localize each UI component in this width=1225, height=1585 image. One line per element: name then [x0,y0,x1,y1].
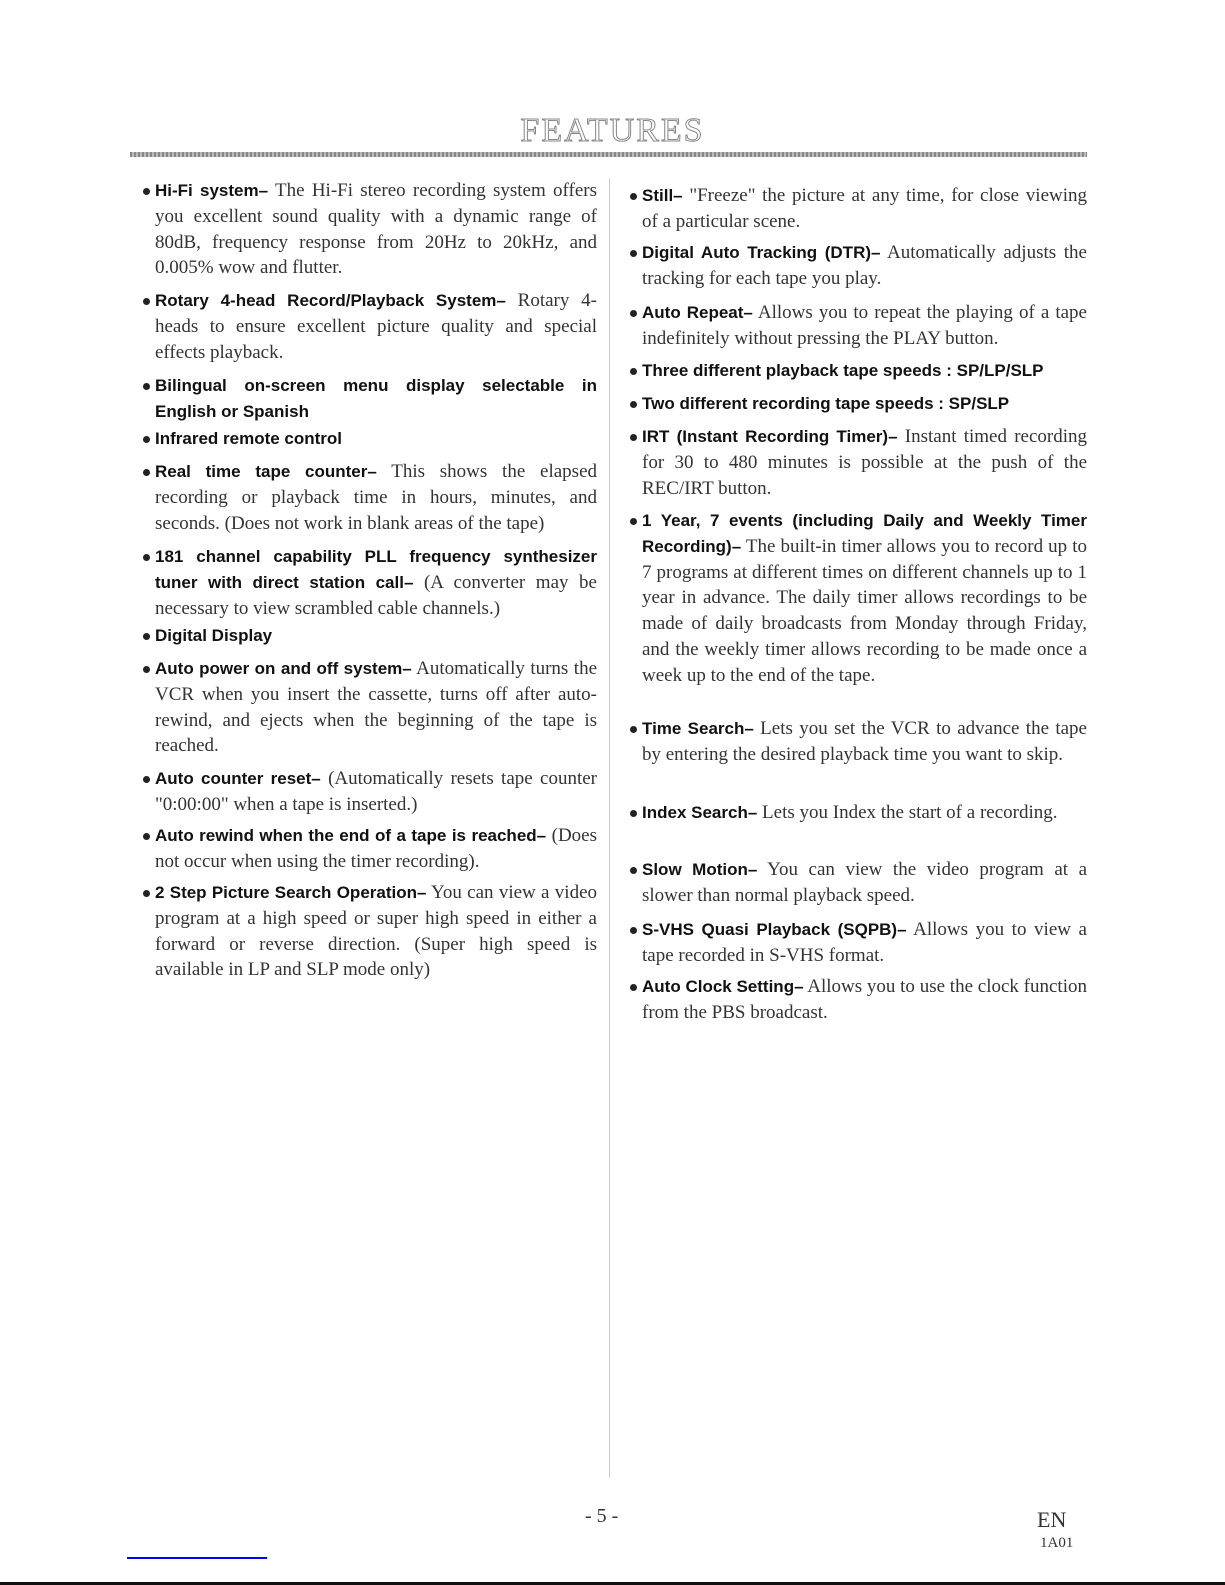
feature-text: (A converter may be necessary to view scrambled cable channels.) [155,571,597,619]
feature-heading: Slow Motion– [642,860,758,879]
feature-heading: S-VHS Quasi Playback (SQPB)– [642,920,907,939]
feature-text: You can view the video program at a slower than normal playback speed. [642,859,1087,906]
feature-item [642,424,1087,501]
feature-text: This shows the elapsed recording or playback time in hours, minutes, and seconds. (Does not work in blank areas of the tape) [155,461,598,534]
feature-text: You can view a video program at a high speed or super high speed in either a forward or reverse direction. (Super high speed is available in LP and SLP mode only) [155,882,597,981]
feature-item [155,373,597,425]
feature-item [155,880,597,983]
feature-item [155,459,597,536]
feature-item [642,974,1087,1026]
feature-text: Automatically adjusts the tracking for each tape you play. [642,242,1087,289]
feature-heading: Infrared remote control [155,429,343,448]
feature-heading: 2 Step Picture Search Operation– [155,883,427,902]
feature-heading: Bilingual on-screen menu display selectable in English or Spanish [155,376,597,421]
feature-item [642,800,1087,826]
feature-item [642,391,1087,417]
feature-heading: Index Search– [642,803,758,822]
feature-heading: Still– [642,186,683,205]
page-title: FEATURES [520,112,705,149]
feature-heading: Two different recording tape speeds : SP/SLP [642,394,1010,413]
column-divider [609,178,610,1478]
feature-item [155,426,597,452]
feature-item [642,300,1087,352]
feature-heading: Real time tape counter– [155,462,377,481]
feature-text: Instant timed recording for 30 to 480 minutes is possible at the push of the REC/IRT button. [642,426,1088,499]
feature-item [155,178,597,281]
feature-text: Lets you Index the start of a recording. [757,802,1058,823]
page-number: - 5 - [585,1505,619,1527]
feature-item [155,823,597,875]
feature-text: Allows you to view a tape recorded in S-VHS format. [642,919,1087,966]
feature-text: (Does not occur when using the timer recording). [155,825,597,872]
feature-text: The Hi-Fi stereo recording system offers you excellent sound quality with a dynamic range of 80dB, frequency response from 20Hz to 20kHz, and 0.005% wow and flutter. [155,180,598,279]
feature-text: Rotary 4-heads to ensure excellent picture quality and special effects playback. [155,290,597,363]
feature-text: Allows you to repeat the playing of a tape indefinitely without pressing the PLAY button. [642,302,1087,349]
feature-item [155,544,597,621]
feature-heading: Auto Clock Setting– [642,977,804,996]
feature-item [642,857,1087,909]
title-rule [130,152,1087,157]
feature-text: Automatically turns the VCR when you insert the cassette, turns off after auto-rewind, and ejects when the beginning of the tape is reached. [155,658,597,757]
feature-heading: Auto counter reset– [155,769,321,788]
feature-text: The built-in timer allows you to record up to 7 programs at different times on different channels up to 1 year in advance. The daily timer allows recordings to be made of daily broadcasts from Monday through Friday, and the weekly timer allows recording to be made once a week up to the end of the tape. [642,535,1087,686]
feature-item [155,288,597,365]
feature-text: Lets you set the VCR to advance the tape by entering the desired playback time you want to skip. [642,718,1087,765]
feature-item [642,358,1087,384]
feature-item [155,656,597,759]
feature-heading: 1 Year, 7 events (including Daily and Weekly Timer Recording)– [642,511,1087,556]
feature-heading: Digital Auto Tracking (DTR)– [642,243,881,262]
document-code: 1A01 [1040,1535,1074,1551]
feature-item [642,240,1087,292]
feature-item [642,183,1087,235]
feature-heading: Three different playback tape speeds : SP/LP/SLP [642,361,1044,380]
feature-text: Allows you to use the clock function from the PBS broadcast. [642,976,1087,1023]
feature-item [642,508,1087,689]
feature-text: "Freeze" the picture at any time, for close viewing of a particular scene. [642,185,1087,232]
feature-heading: Time Search– [642,719,754,738]
feature-heading: Digital Display [155,626,273,645]
feature-item [155,766,597,818]
feature-heading: Rotary 4-head Record/Playback System– [155,291,506,310]
feature-heading: Auto Repeat– [642,303,753,322]
language-code: EN [1037,1507,1067,1532]
feature-text: (Automatically resets tape counter "0:00:00" when a tape is inserted.) [155,768,597,815]
blue-underline [127,1557,267,1559]
feature-heading: Auto power on and off system– [155,659,412,678]
feature-item [642,716,1087,768]
feature-heading: 181 channel capability PLL frequency synthesizer tuner with direct station call– [155,547,597,592]
feature-item [642,917,1087,969]
feature-item [155,623,597,649]
feature-heading: Hi-Fi system– [155,181,269,200]
feature-heading: IRT (Instant Recording Timer)– [642,427,898,446]
feature-heading: Auto rewind when the end of a tape is reached– [155,826,547,845]
